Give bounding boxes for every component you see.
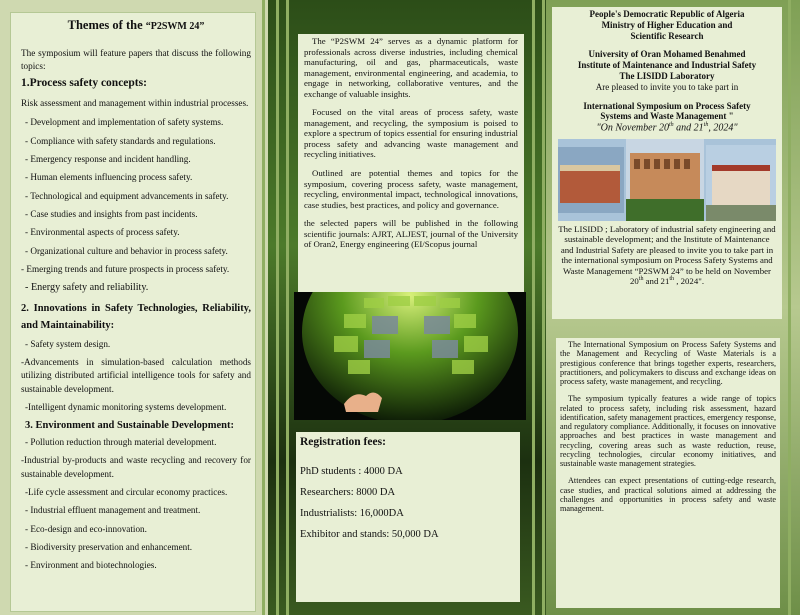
list-item: - Environment and biotechnologies. [25,560,157,571]
ministry-line: Ministry of Higher Education and [601,19,733,30]
list-item: - Human elements influencing process safety. [25,172,193,183]
list-item: -Life cycle assessment and circular economy practices. [25,487,228,498]
list-item: - Eco-design and eco-innovation. [25,523,147,534]
fee-item: Exhibitor and stands: 50,000 DA [300,529,439,540]
themes-title: Themes of the “P2SWM 24” [67,18,205,32]
list-item: - Case studies and insights from past incidents. [25,208,198,219]
list-item: - Compliance with safety standards and regulations. [25,135,216,146]
ministry-line-2: Scientific Research [630,30,704,41]
fee-item: Industrialists: 16,000DA [300,508,404,519]
section-3-heading: 3. Environment and Sustainable Development: [25,420,234,432]
registration-fees-panel [296,432,520,602]
list-item: - Energy safety and reliability. [25,282,149,294]
symposium-name: International Symposium on Process Safety [583,100,751,111]
buildings-illustration [558,139,776,221]
university-photo [558,139,776,221]
fee-item: PhD students : 4000 DA [300,466,403,477]
about-paragraph: The “P2SWM 24” serves as a dynamic platform for professionals across diverse industries, including chemical manufacturing, oil and gas, pharmaceuticals, waste management, environmental engineering, and academia, to engage in networking, collaborative ventures, and the exchange of valuable insights. [304,36,518,99]
fee-item: Researchers: 8000 DA [300,487,396,498]
stripe [262,0,265,615]
overview-paragraph: The International Symposium on Process Safety Systems and the Management and Recycling of Waste Materials is a prestigious conference that brings together experts, researchers, practitioners, and policymakers to discuss and exchange ideas on process safety, waste management, and recycling. [560,340,776,387]
overview-panel [556,338,780,608]
invite-line: Are pleased to invite you to take part in [595,81,739,92]
section-2-heading: 2. Innovations in Safety Technologies, Reliability, and Maintainability: [21,303,251,331]
stripe [286,0,289,615]
list-item: -Advancements in simulation-based calculation methods utilizing distributed artificial intelligence tools for safety and sustainable development. [21,357,251,394]
list-item: -Intelligent dynamic monitoring systems development. [25,402,227,413]
about-panel [298,34,524,292]
symposium-dates: "On November 20th and 21th, 2024" [596,122,738,134]
globe-image [294,292,526,420]
symposium-name-2: Systems and Waste Management " [600,111,734,122]
list-item: - Pollution reduction through material development. [25,437,217,448]
institute-line: Institute of Maintenance and Industrial Safety [577,60,757,71]
about-paragraph: Outlined are potential themes and topics for the symposium, covering process safety, waste management, recycling, environmental impact, technological innovations, case studies, best practices, and policy and governance. [304,168,518,210]
list-item: - Organizational culture and behavior in process safety. [25,245,228,256]
cover-description: The LISIDD ; Laboratory of industrial safety engineering and sustainable development; and the Institute of Maintenance and Industrial Safety are pleased to invite you to take part in the international symposium on Process Safety Systems and Waste Management “P2SWM 24” to be held on November 20th and 21th , 2024". [558,223,776,287]
stripe [788,0,791,615]
list-item: - Biodiversity preservation and enhancement. [25,542,193,553]
themes-panel [10,12,256,612]
list-item: - Technological and equipment advancements in safety. [25,190,229,201]
list-item: - Safety system design. [25,338,111,349]
globe-illustration [294,292,526,420]
country-line: People's Democratic Republic of Algeria [589,9,745,19]
list-item: - Emergency response and incident handling. [25,153,191,164]
list-item: - Development and implementation of safety systems. [25,117,224,128]
section-1-lead: Risk assessment and management within industrial processes. [21,97,249,108]
university-line: University of Oran Mohamed Benahmed [588,49,746,60]
lab-line: The LISIDD Laboratory [619,70,715,81]
stripe [532,0,535,615]
stripe [276,0,279,615]
cover-panel [552,7,782,319]
list-item: - Environmental aspects of process safety. [25,227,180,238]
fees-title: Registration fees: [300,436,386,448]
list-item: -Industrial by-products and waste recycling and recovery for sustainable development. [21,455,251,479]
overview-paragraph: The symposium typically features a wide range of topics related to process safety, including risk assessment, hazard identification, safety management practices, emergency response, and regulatory compliance. Additionally, it focuses on innovative approaches and best practices in waste management and recycling, covering areas such as waste reduction, reuse, recycling technologies, circular economy initiatives, and sustainable waste management strategies. [560,394,776,469]
stripe [542,0,545,615]
overview-paragraph: Attendees can expect presentations of cutting-edge research, case studies, and practical solutions aimed at addressing the challenges and opportunities in process safety and waste management. [560,476,776,514]
themes-intro: The symposium will feature papers that discuss the following topics: [21,47,251,71]
list-item: - Industrial effluent management and treatment. [25,505,201,516]
section-1-heading: 1.Process safety concepts: [21,77,147,90]
list-item: - Emerging trends and future prospects in process safety. [21,263,230,274]
about-paragraph: Focused on the vital areas of process safety, waste management, and recycling, the symposium is poised to explore a spectrum of topics essential for ensuring industrial process safety and advancing waste management and recycling initiatives. [304,107,518,160]
journals-paragraph: the selected papers will be published in the following scientific journals: AJRT, ALJEST, journal of the University of Oran2, Energy engineering (EI/Scopus journal [304,218,518,250]
